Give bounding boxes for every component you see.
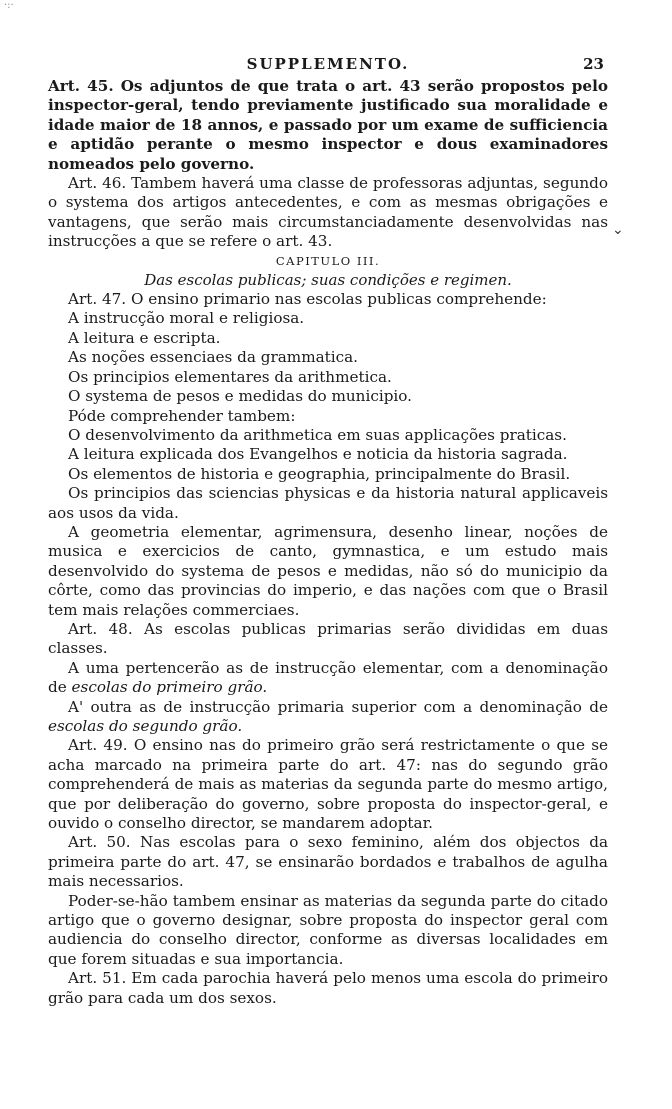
first-class-name: escolas do primeiro grão. bbox=[71, 678, 268, 697]
list-item: Os principios das sciencias physicas e da historia natural applicaveis aos usos da vida. bbox=[48, 484, 608, 522]
first-class-text: A uma pertencerão as de instrucção elementar, com a denominação de bbox=[48, 658, 608, 697]
article-46: Art. 46. Tambem haverá uma classe de professoras adjuntas, segundo o systema dos artigos antecedentes, e com as mesmas obrigações e vantagens, que serão mais circumstanciadamente desenvolvidas nas instrucções a que se refere o art. 43. bbox=[48, 174, 608, 251]
running-head bbox=[48, 55, 608, 75]
chapter-subtitle: Das escolas publicas; suas condições e regimen. bbox=[144, 270, 512, 289]
article-47-geometry: A geometria elementar, agrimensura, desenho linear, noções de musica e exercicios de canto, gymnastica, e um estudo mais desenvolvido do systema de pesos e medidas, não só do municipio da côrte, como das provincias do imperio, e das nações com que o Brasil tem mais relações commerciaes. bbox=[48, 522, 608, 619]
list-item: Os elementos de historia e geographia, principalmente do Brasil. bbox=[68, 464, 571, 483]
article-48-first-class bbox=[48, 659, 608, 698]
article-45: Art. 45. Os adjuntos de que trata o art. 43 serão propostos pelo inspector-geral, tendo previamente justificado sua moralidade e idade maior de 18 annos, e passado por um exame de sufficiencia e aptidão perante o mesmo inspector e dous examinadores nomeados pelo governo. bbox=[48, 77, 608, 173]
article-47-intro: Art. 47. O ensino primario nas escolas publicas comprehende: bbox=[68, 290, 547, 309]
article-48: Art. 48. As escolas publicas primarias serão divididas em duas classes. bbox=[48, 619, 608, 658]
article-51: Art. 51. Em cada parochia haverá pelo menos uma escola do primeiro grão para cada um dos sexos. bbox=[48, 969, 608, 1007]
running-title: SUPPLEMENTO. bbox=[246, 55, 410, 73]
article-50: Art. 50. Nas escolas para o sexo feminino, além dos objectos da primeira parte do art. 47, se ensinarão bordados e trabalhos de agulha mais necessarios. bbox=[48, 833, 608, 891]
article-48-second-class bbox=[48, 698, 608, 737]
list-item: O desenvolvimento da arithmetica em suas applicações praticas. bbox=[68, 425, 567, 444]
list-item: A leitura explicada dos Evangelhos e noticia da historia sagrada. bbox=[68, 445, 568, 464]
body-text bbox=[48, 77, 608, 1008]
article-50-poder: Poder-se-hão tambem ensinar as materias da segunda parte do citado artigo que o governo designar, sobre proposta do inspector geral com audiencia do conselho director, conforme as diversas localidades em que forem situadas e sua importancia. bbox=[48, 891, 608, 968]
list-item: A leitura e escripta. bbox=[68, 328, 221, 347]
list-item: A instrucção moral e religiosa. bbox=[68, 309, 305, 328]
article-47-also: Póde comprehender tambem: bbox=[68, 406, 296, 425]
margin-mark: ⌄ bbox=[612, 222, 624, 238]
list-item: O systema de pesos e medidas do municipio. bbox=[68, 387, 412, 406]
corner-smudge: ·:· bbox=[4, 0, 14, 11]
list-item: Os principios elementares da arithmetica. bbox=[68, 367, 392, 386]
second-class-name: escolas do segundo grão. bbox=[48, 717, 243, 735]
article-49: Art. 49. O ensino nas do primeiro grão será restrictamente o que se acha marcado na primeira parte do art. 47: nas do segundo grão comprehenderá de mais as materias da segunda parte do mesmo artigo, que por deliberação do governo, sobre proposta do inspector-geral, e ouvido o conselho director, se mandarem adoptar. bbox=[48, 736, 608, 833]
second-class-text: A' outra as de instrucção primaria superior com a denominação de bbox=[68, 697, 608, 716]
page-number: 23 bbox=[583, 55, 604, 73]
list-item: As noções essenciaes da grammatica. bbox=[68, 348, 358, 367]
chapter-heading: CAPITULO III. bbox=[275, 253, 381, 268]
